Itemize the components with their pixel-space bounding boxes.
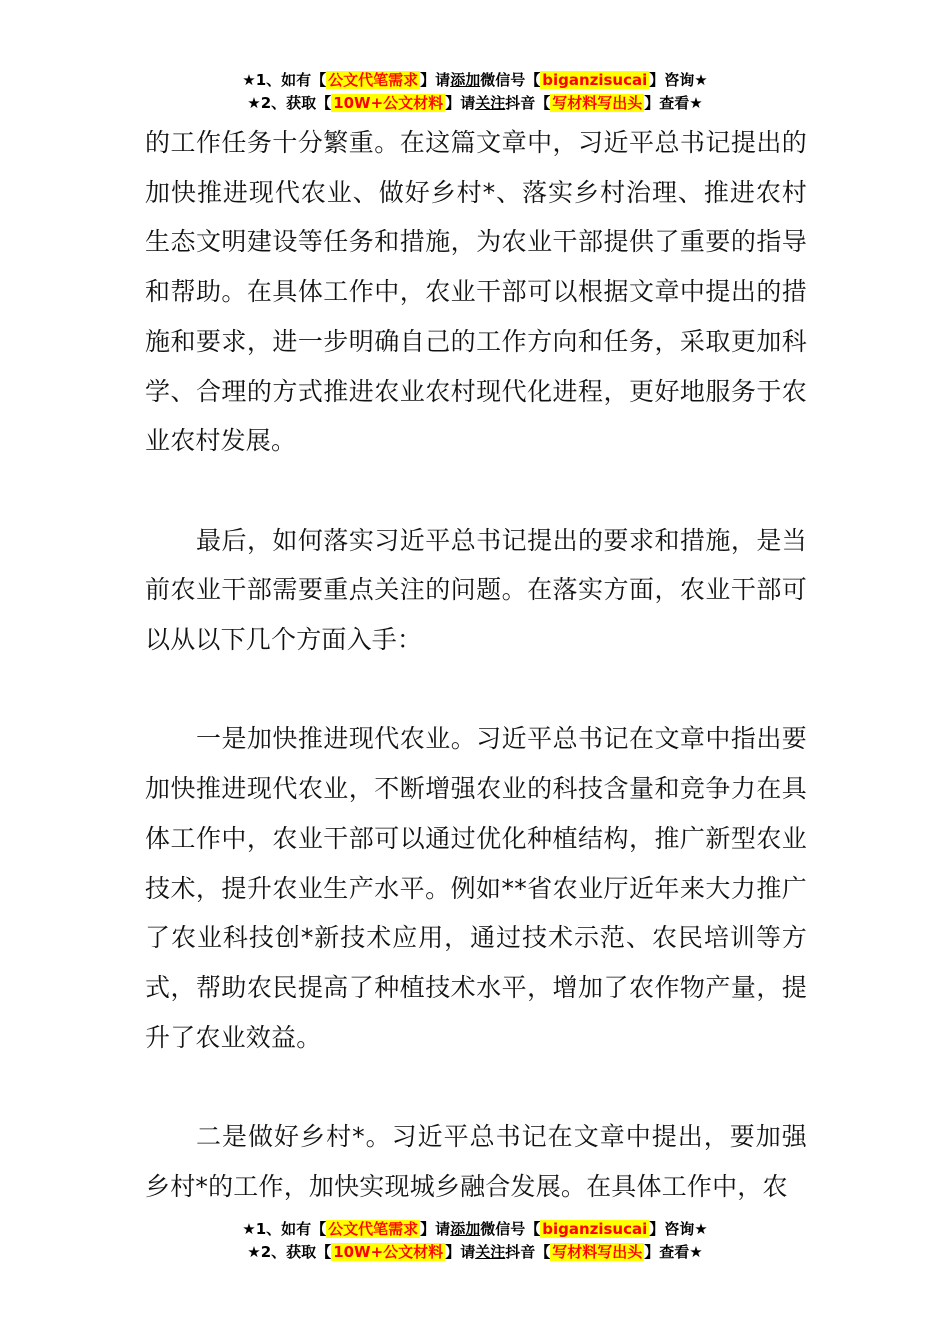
banner-line-1: ★1、如有【 公文代笔需求 】请添加微信号【 biganzisucai 】咨询★ — [242, 1220, 708, 1238]
banner-line-2: ★2、获取【 10W+公文材料 】请关注抖音【 写材料写出头 】查看★ — [247, 1243, 703, 1261]
douyin-account: 写材料写出头 — [552, 94, 643, 112]
highlight-materials: 10W+公文材料 — [333, 94, 444, 112]
header-banner — [0, 69, 950, 115]
wechat-id: biganzisucai — [542, 71, 648, 89]
document-body — [145, 118, 807, 1211]
paragraph: 最后，如何落实习近平总书记提出的要求和措施，是当前农业干部需要重点关注的问题。在落实方面，农业干部可以从以下几个方面入手： — [145, 525, 807, 655]
footer-banner — [0, 1218, 950, 1264]
highlight-service: 公文代笔需求 — [328, 1220, 419, 1238]
highlight-service: 公文代笔需求 — [328, 71, 419, 89]
paragraph: 的工作任务十分繁重。在这篇文章中，习近平总书记提出的加快推进现代农业、做好乡村*、落实乡村治理、推进农村生态文明建设等任务和措施，为农业干部提供了重要的指导和帮助。在具体工作中，农业干部可以根据文章中提出的措施和要求，进一步明确自己的工作方向和任务，采取更加科学、合理的方式推进农业农村现代化进程，更好地服务于农业农村发展。 — [145, 128, 807, 456]
wechat-id: biganzisucai — [542, 1220, 648, 1238]
douyin-account: 写材料写出头 — [552, 1243, 643, 1261]
banner-line-2: ★2、获取【 10W+公文材料 】请关注抖音【 写材料写出头 】查看★ — [247, 94, 703, 112]
banner-line-1: ★1、如有【 公文代笔需求 】请添加微信号【 biganzisucai 】咨询★ — [242, 71, 708, 89]
highlight-materials: 10W+公文材料 — [333, 1243, 444, 1261]
paragraph: 二是做好乡村*。习近平总书记在文章中提出，要加强乡村*的工作，加快实现城乡融合发展。在具体工作中，农 — [145, 1122, 807, 1201]
paragraph: 一是加快推进现代农业。习近平总书记在文章中指出要加快推进现代农业，不断增强农业的科技含量和竞争力在具体工作中，农业干部可以通过优化种植结构，推广新型农业技术，提升农业生产水平。例如**省农业厅近年来大力推广了农业科技创*新技术应用，通过技术示范、农民培训等方式，帮助农民提高了种植技术水平，增加了农作物产量，提升了农业效益。 — [145, 724, 807, 1052]
